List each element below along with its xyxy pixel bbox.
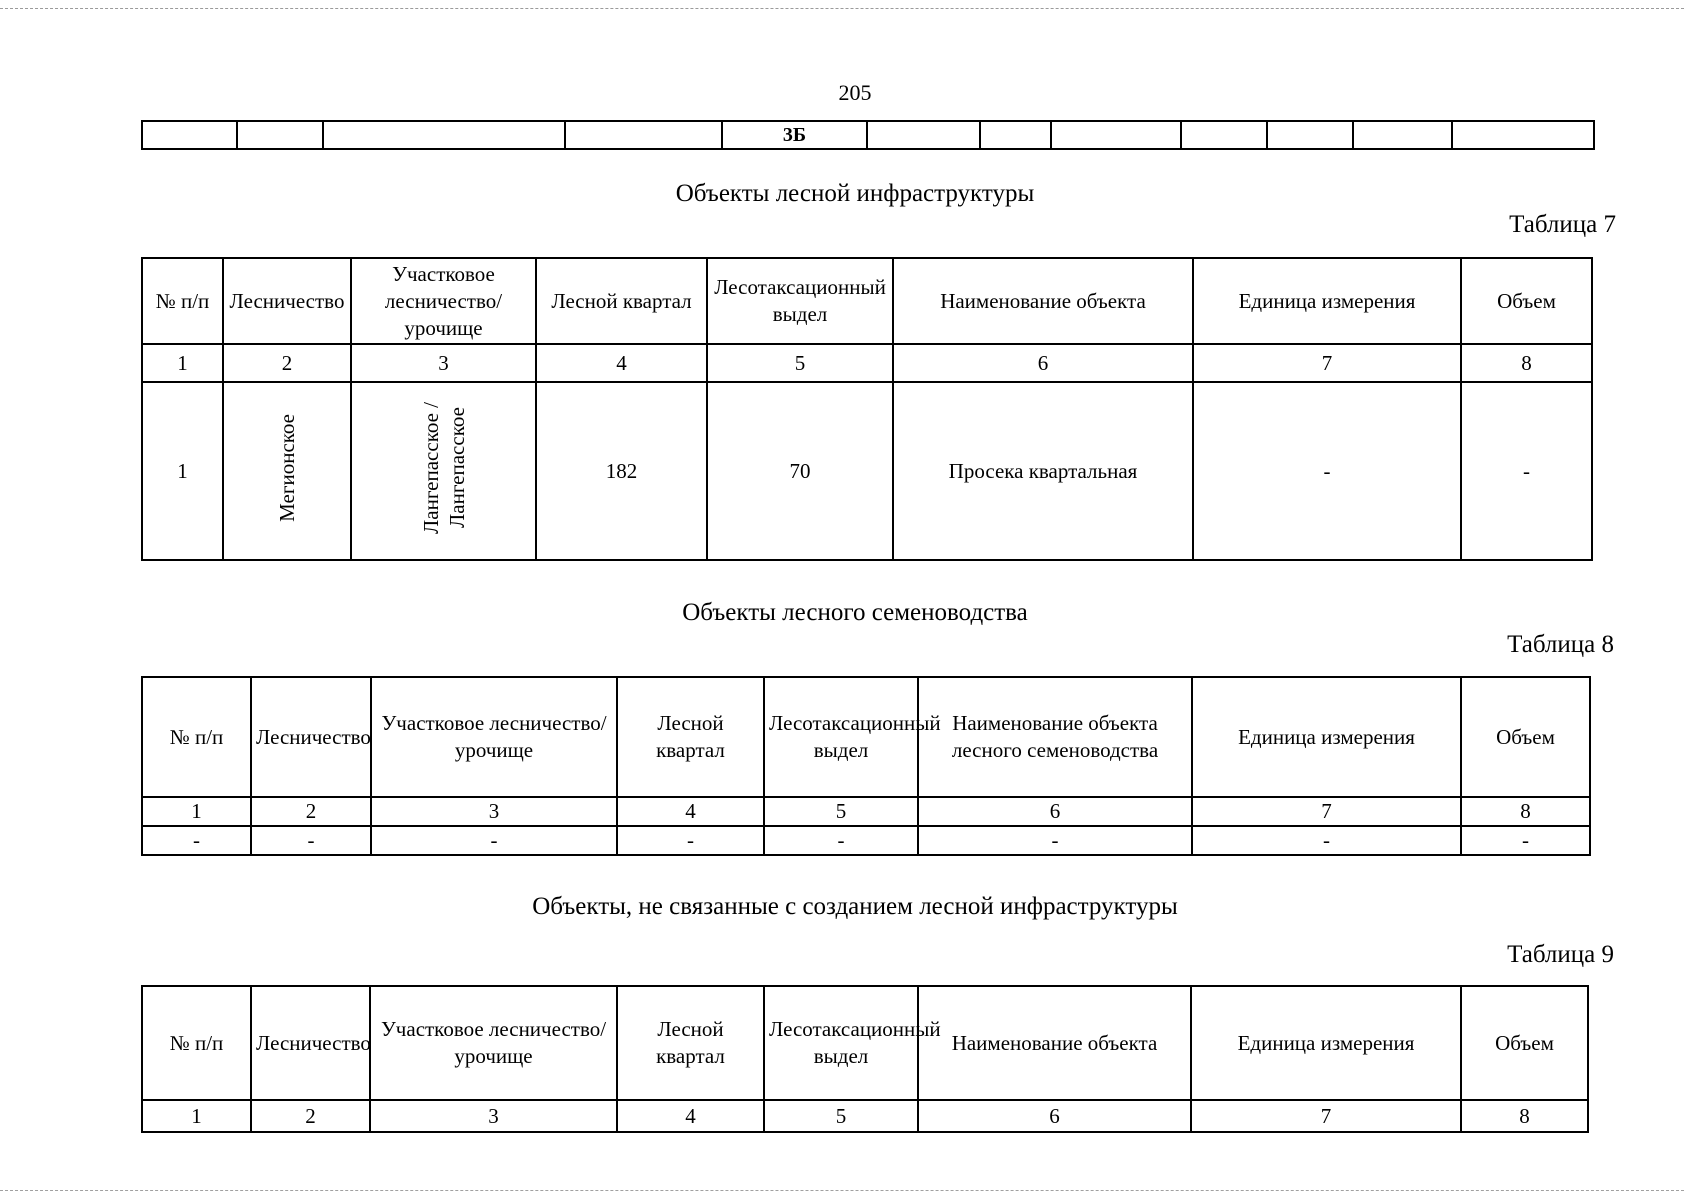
column-number-cell: 2 bbox=[251, 1100, 370, 1132]
volume-cell: - bbox=[1461, 382, 1592, 560]
unit-cell: - bbox=[1193, 382, 1461, 560]
column-number-cell: 2 bbox=[223, 344, 351, 382]
stub-cell bbox=[980, 121, 1051, 149]
header-cell-unit: Единица измерения bbox=[1192, 677, 1461, 797]
header-cell-taxation-plot: Лесотаксационный выдел bbox=[707, 258, 893, 344]
header-cell-district-forestry: Участковое лесничество/урочище bbox=[351, 258, 536, 344]
column-number-cell: 1 bbox=[142, 797, 251, 826]
header-cell-number: № п/п bbox=[142, 258, 223, 344]
stub-cell bbox=[237, 121, 323, 149]
table8-column-number-row bbox=[142, 797, 1590, 826]
column-number-cell: 6 bbox=[918, 797, 1192, 826]
column-number-cell: 6 bbox=[918, 1100, 1191, 1132]
column-number-cell: 3 bbox=[351, 344, 536, 382]
table-cell: - bbox=[617, 826, 764, 855]
stub-cell bbox=[142, 121, 237, 149]
column-number-cell: 8 bbox=[1461, 1100, 1588, 1132]
header-cell-volume: Объем bbox=[1461, 258, 1592, 344]
header-cell-number: № п/п bbox=[142, 677, 251, 797]
forestry-cell bbox=[223, 382, 351, 560]
header-cell-volume: Объем bbox=[1461, 986, 1588, 1100]
row-number-cell: 1 bbox=[142, 382, 223, 560]
table-row bbox=[142, 382, 1592, 560]
header-cell-forest-quarter: Лесной квартал bbox=[536, 258, 707, 344]
stub-cell bbox=[867, 121, 980, 149]
table-cell: - bbox=[764, 826, 918, 855]
column-number-cell: 3 bbox=[371, 797, 617, 826]
table-cell: - bbox=[1461, 826, 1590, 855]
object-name-cell: Просека квартальная bbox=[893, 382, 1193, 560]
forestry-value: Мегионское bbox=[275, 413, 299, 522]
column-number-cell: 6 bbox=[893, 344, 1193, 382]
stub-cell bbox=[1051, 121, 1181, 149]
column-number-cell: 2 bbox=[251, 797, 371, 826]
stub-cell bbox=[1181, 121, 1267, 149]
header-cell-district-forestry: Участковое лесничество/урочище bbox=[370, 986, 617, 1100]
column-number-cell: 5 bbox=[707, 344, 893, 382]
scan-edge-bottom bbox=[0, 1190, 1684, 1191]
header-cell-forest-quarter: Лесной квартал bbox=[617, 986, 764, 1100]
stub-cell: 3Б bbox=[722, 121, 867, 149]
page-number: 205 bbox=[838, 80, 872, 105]
column-number-cell: 5 bbox=[764, 797, 918, 826]
header-cell-taxation-plot: Лесотаксационный выдел bbox=[764, 986, 918, 1100]
table-cell: - bbox=[1192, 826, 1461, 855]
scan-edge-top bbox=[0, 8, 1684, 9]
column-number-cell: 1 bbox=[142, 1100, 251, 1132]
table9-header-row bbox=[142, 986, 1588, 1100]
stub-cell bbox=[1353, 121, 1452, 149]
continuation-table-stub bbox=[141, 120, 1595, 150]
stub-row bbox=[142, 121, 1594, 149]
table7 bbox=[141, 257, 1593, 561]
table-row bbox=[142, 826, 1590, 855]
column-number-cell: 3 bbox=[370, 1100, 617, 1132]
header-cell-forestry: Лесничество bbox=[223, 258, 351, 344]
header-cell-unit: Единица измерения bbox=[1191, 986, 1461, 1100]
column-number-cell: 8 bbox=[1461, 344, 1592, 382]
stub-cell bbox=[565, 121, 722, 149]
column-number-cell: 1 bbox=[142, 344, 223, 382]
table9 bbox=[141, 985, 1589, 1133]
table9-column-number-row bbox=[142, 1100, 1588, 1132]
table7-title: Объекты лесной инфраструктуры bbox=[675, 180, 1035, 207]
taxation-plot-cell: 70 bbox=[707, 382, 893, 560]
table-cell: - bbox=[371, 826, 617, 855]
table7-column-number-row bbox=[142, 344, 1592, 382]
table8-title: Объекты лесного семеноводства bbox=[682, 599, 1028, 626]
table-cell: - bbox=[918, 826, 1192, 855]
table-cell: - bbox=[142, 826, 251, 855]
column-number-cell: 5 bbox=[764, 1100, 918, 1132]
column-number-cell: 7 bbox=[1193, 344, 1461, 382]
header-cell-number: № п/п bbox=[142, 986, 251, 1100]
stub-cell bbox=[1452, 121, 1594, 149]
table8-label: Таблица 8 bbox=[1507, 631, 1614, 658]
forest-quarter-cell: 182 bbox=[536, 382, 707, 560]
stub-cell bbox=[1267, 121, 1353, 149]
header-cell-volume: Объем bbox=[1461, 677, 1590, 797]
header-cell-object-name: Наименование объекта лесного семеноводства bbox=[918, 677, 1192, 797]
header-cell-object-name: Наименование объекта bbox=[918, 986, 1191, 1100]
header-cell-object-name: Наименование объекта bbox=[893, 258, 1193, 344]
column-number-cell: 4 bbox=[617, 797, 764, 826]
table9-title: Объекты, не связанные с созданием лесной инфраструктуры bbox=[532, 893, 1178, 920]
header-cell-forestry: Лесничество bbox=[251, 986, 370, 1100]
header-cell-district-forestry: Участковое лесничество/урочище bbox=[371, 677, 617, 797]
column-number-cell: 7 bbox=[1191, 1100, 1461, 1132]
table9-label: Таблица 9 bbox=[1507, 941, 1614, 968]
header-cell-forestry: Лесничество bbox=[251, 677, 371, 797]
table8-header-row bbox=[142, 677, 1590, 797]
column-number-cell: 4 bbox=[536, 344, 707, 382]
district-forestry-value: Лангепасское / Лангепасское bbox=[418, 401, 469, 534]
table7-label: Таблица 7 bbox=[1509, 211, 1616, 238]
header-cell-forest-quarter: Лесной квартал bbox=[617, 677, 764, 797]
column-number-cell: 8 bbox=[1461, 797, 1590, 826]
header-cell-taxation-plot: Лесотаксационный выдел bbox=[764, 677, 918, 797]
header-cell-unit: Единица измерения bbox=[1193, 258, 1461, 344]
column-number-cell: 7 bbox=[1192, 797, 1461, 826]
table-cell: - bbox=[251, 826, 371, 855]
table8 bbox=[141, 676, 1591, 856]
table7-header-row bbox=[142, 258, 1592, 344]
stub-cell bbox=[323, 121, 565, 149]
district-forestry-cell bbox=[351, 382, 536, 560]
column-number-cell: 4 bbox=[617, 1100, 764, 1132]
